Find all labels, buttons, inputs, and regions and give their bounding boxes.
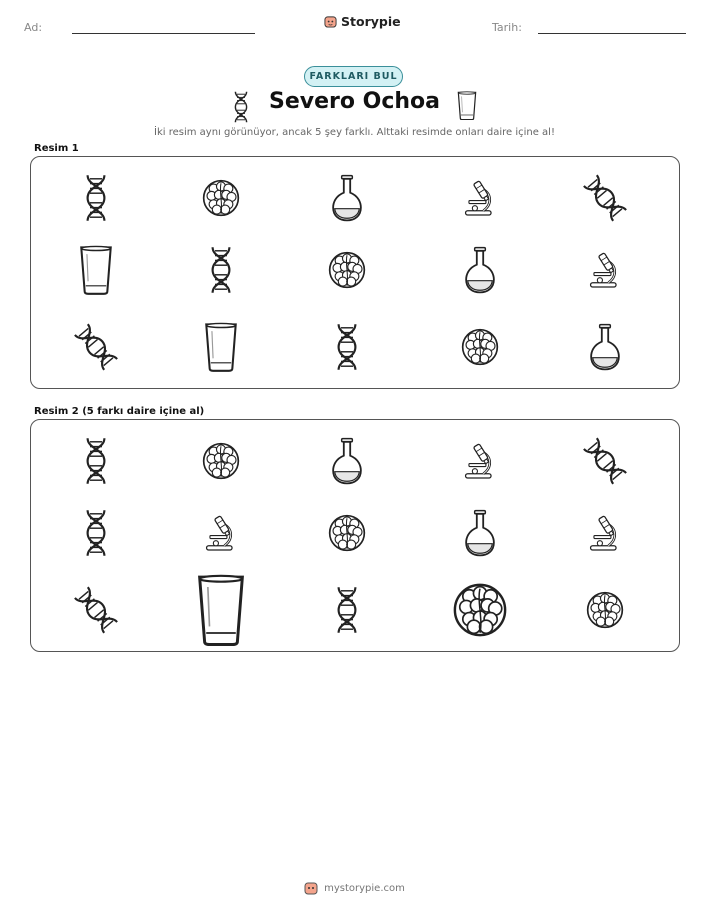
brand-logo: [324, 14, 401, 29]
flask-icon[interactable]: [464, 509, 496, 557]
brain-icon: [200, 177, 242, 219]
dna-icon[interactable]: [83, 437, 109, 485]
picture1-panel: [30, 156, 680, 389]
brain-icon[interactable]: [326, 512, 368, 554]
dna-icon: [580, 171, 631, 224]
brain-icon[interactable]: [200, 440, 242, 482]
storypie-mascot-icon: [304, 881, 318, 895]
date-field-line[interactable]: [538, 33, 686, 34]
page-title: Severo Ochoa: [268, 89, 440, 114]
microscope-icon: [463, 175, 497, 221]
dna-icon[interactable]: [580, 434, 631, 487]
dna-icon: [71, 320, 122, 373]
flask-icon: [589, 323, 621, 371]
name-field-line[interactable]: [72, 33, 255, 34]
dna-icon[interactable]: [71, 583, 122, 636]
microscope-icon[interactable]: [588, 510, 622, 556]
footer-url[interactable]: mystorypie.com: [324, 882, 405, 894]
storypie-mascot-icon: [324, 15, 337, 28]
dna-icon: [334, 323, 360, 371]
footer: [0, 881, 709, 895]
flask-icon: [464, 246, 496, 294]
brain-icon[interactable]: [584, 589, 626, 631]
dna-icon[interactable]: [334, 586, 360, 634]
flask-icon[interactable]: [331, 437, 363, 485]
dna-icon: [233, 91, 249, 121]
glass-icon: [457, 91, 477, 121]
brand-name: Storypie: [341, 14, 401, 29]
brain-icon: [459, 326, 501, 368]
instructions: İki resim aynı görünüyor, ancak 5 şey farklı. Alttaki resimde onları daire içine al!: [154, 127, 555, 138]
brain-icon[interactable]: [450, 580, 511, 641]
glass-icon: [79, 245, 113, 295]
dna-icon: [208, 246, 234, 294]
name-label: Ad:: [24, 21, 43, 34]
microscope-icon: [588, 247, 622, 293]
picture2-panel[interactable]: [30, 419, 680, 652]
picture1-label: Resim 1: [34, 143, 79, 154]
activity-badge: FARKLARI BUL: [304, 66, 403, 87]
microscope-icon[interactable]: [204, 510, 238, 556]
dna-icon: [83, 174, 109, 222]
flask-icon: [331, 174, 363, 222]
date-label: Tarih:: [492, 21, 522, 34]
brain-icon: [326, 249, 368, 291]
picture2-label: Resim 2 (5 farkı daire içine al): [34, 406, 205, 417]
glass-icon: [204, 322, 238, 372]
dna-icon[interactable]: [83, 509, 109, 557]
glass-icon[interactable]: [196, 574, 245, 647]
microscope-icon[interactable]: [463, 438, 497, 484]
